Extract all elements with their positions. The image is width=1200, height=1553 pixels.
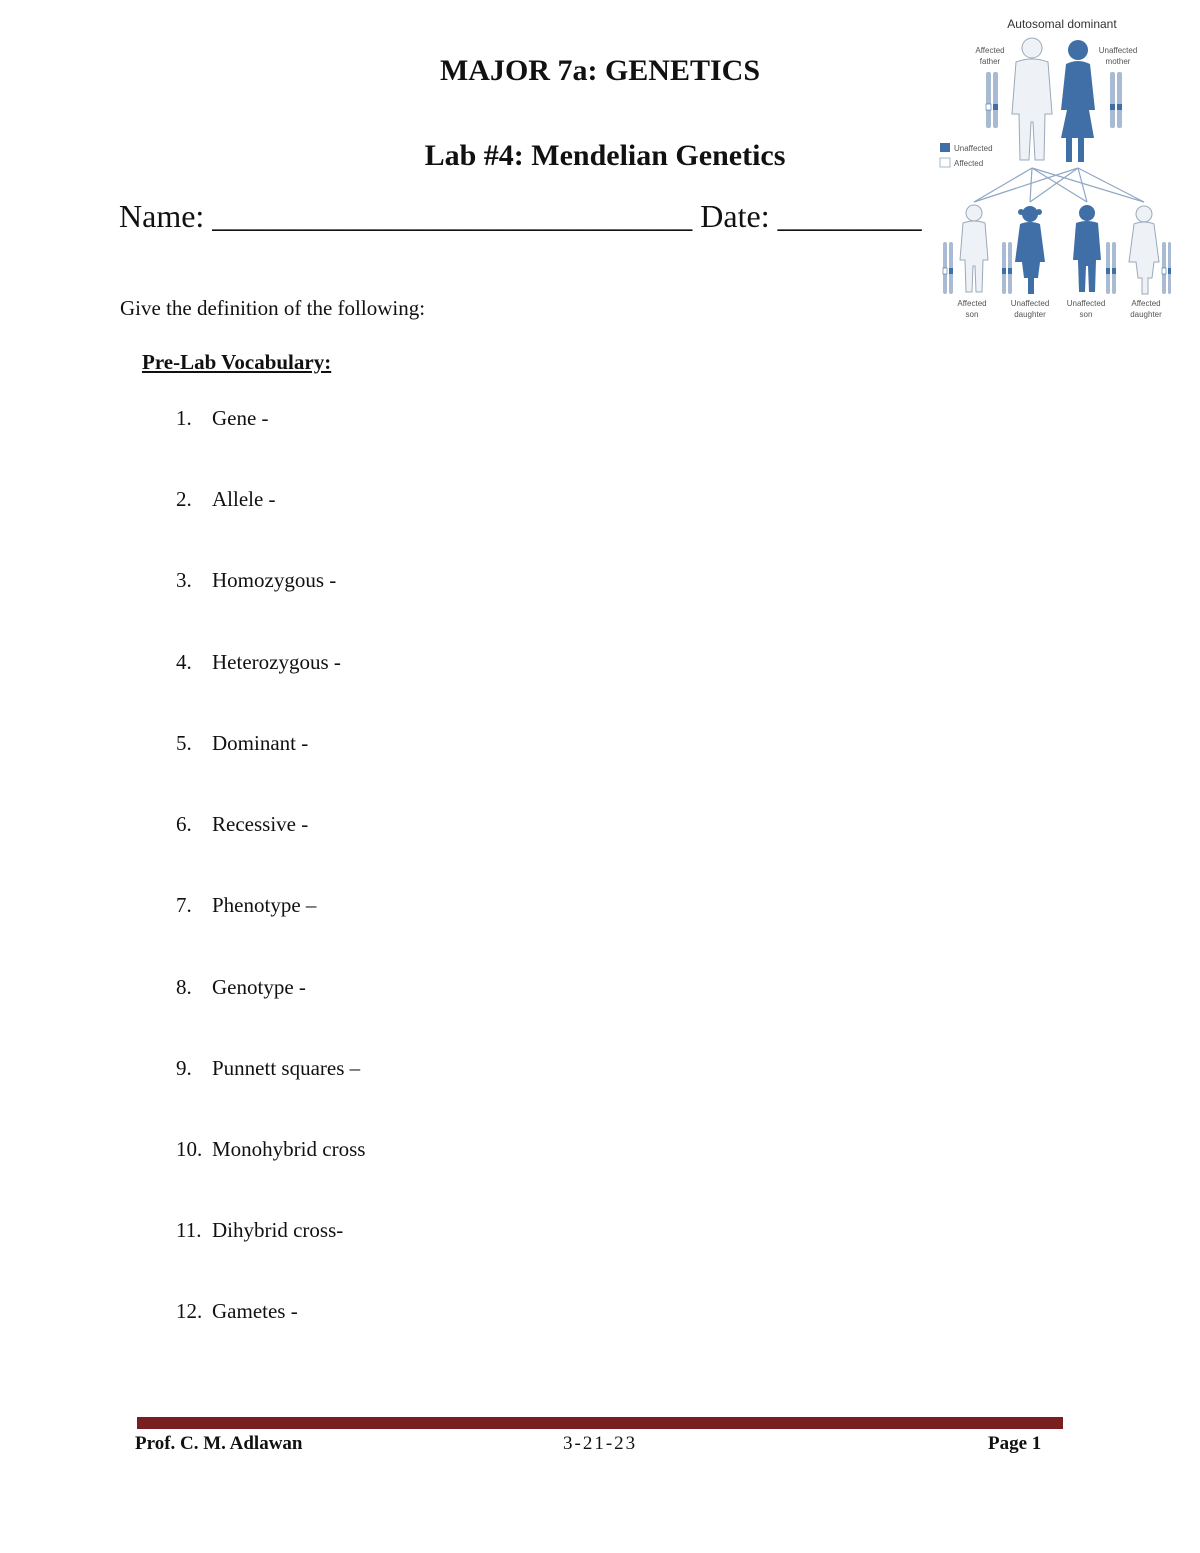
vocab-number: 11. — [176, 1218, 202, 1242]
vocab-term: Recessive - — [212, 812, 309, 836]
parent-label: father — [979, 57, 1001, 66]
child-label: Unaffected — [1066, 299, 1106, 308]
vocab-term: Monohybrid cross — [212, 1137, 366, 1161]
vocab-number: 12. — [176, 1299, 203, 1323]
parent-label: Unaffected — [1098, 46, 1138, 55]
unaffected-daughter-chromosomes — [1002, 242, 1012, 294]
vocab-number: 1. — [176, 406, 192, 430]
name-date-line: Name: ______________________________ Date: _________ — [119, 198, 922, 234]
vocabulary-heading: Pre-Lab Vocabulary: — [142, 350, 332, 374]
vocab-term: Gametes - — [212, 1299, 298, 1323]
child-label: daughter — [1014, 310, 1046, 319]
parent-label: mother — [1105, 57, 1131, 66]
pedigree-title: Autosomal dominant — [1007, 17, 1117, 31]
parent-label: Affected — [975, 46, 1005, 55]
vocab-term: Allele - — [212, 487, 276, 511]
footer-author: Prof. C. M. Adlawan — [135, 1433, 303, 1454]
vocab-number: 10. — [176, 1137, 203, 1161]
affected-daughter-chromosomes — [1162, 242, 1171, 294]
child-label: daughter — [1130, 310, 1162, 319]
vocab-number: 8. — [176, 975, 192, 999]
vocab-number: 5. — [176, 731, 192, 755]
unaffected-son-figure — [1073, 205, 1101, 292]
footer-page-number: Page 1 — [988, 1433, 1042, 1454]
legend-label: Unaffected — [954, 144, 993, 153]
legend-swatch — [940, 143, 950, 152]
vocab-number: 6. — [176, 812, 192, 836]
vocab-term: Dihybrid cross- — [212, 1218, 344, 1242]
legend-swatch — [940, 158, 950, 167]
inheritance-lines — [974, 168, 1144, 202]
legend-label: Affected — [954, 159, 984, 168]
vocab-number: 4. — [176, 650, 192, 674]
pedigree-diagram — [932, 10, 1172, 326]
unaffected-daughter-figure — [1015, 206, 1045, 294]
child-label: Affected — [957, 299, 987, 308]
vocab-term: Heterozygous - — [212, 650, 341, 674]
vocab-term: Gene - — [212, 406, 269, 430]
affected-son-chromosomes — [943, 242, 953, 294]
pedigree-legend — [940, 143, 993, 168]
unaffected-son-chromosomes — [1106, 242, 1116, 294]
instructions-text: Give the definition of the following: — [120, 296, 426, 320]
lab-subtitle: Lab #4: Mendelian Genetics — [424, 139, 786, 172]
mother-figure — [1061, 40, 1095, 162]
child-label: son — [965, 310, 979, 319]
mother-chromosomes — [1110, 72, 1122, 128]
child-label: son — [1079, 310, 1093, 319]
father-figure — [1012, 38, 1052, 160]
child-label: Unaffected — [1010, 299, 1050, 308]
vocab-number: 3. — [176, 568, 192, 592]
child-label: Affected — [1131, 299, 1161, 308]
vocab-number: 2. — [176, 487, 192, 511]
vocab-number: 9. — [176, 1056, 192, 1080]
footer-divider — [137, 1417, 1063, 1429]
father-chromosomes — [986, 72, 998, 128]
vocab-term: Dominant - — [212, 731, 309, 755]
vocab-number: 7. — [176, 893, 192, 917]
affected-son-figure — [960, 205, 988, 292]
page-title: MAJOR 7a: GENETICS — [439, 54, 761, 87]
vocab-term: Punnett squares – — [212, 1056, 361, 1080]
vocab-term: Homozygous - — [212, 568, 337, 592]
footer-date: 3-21-23 — [563, 1433, 638, 1454]
vocab-term: Genotype - — [212, 975, 306, 999]
affected-daughter-figure — [1129, 206, 1159, 294]
vocab-term: Phenotype – — [212, 893, 317, 917]
